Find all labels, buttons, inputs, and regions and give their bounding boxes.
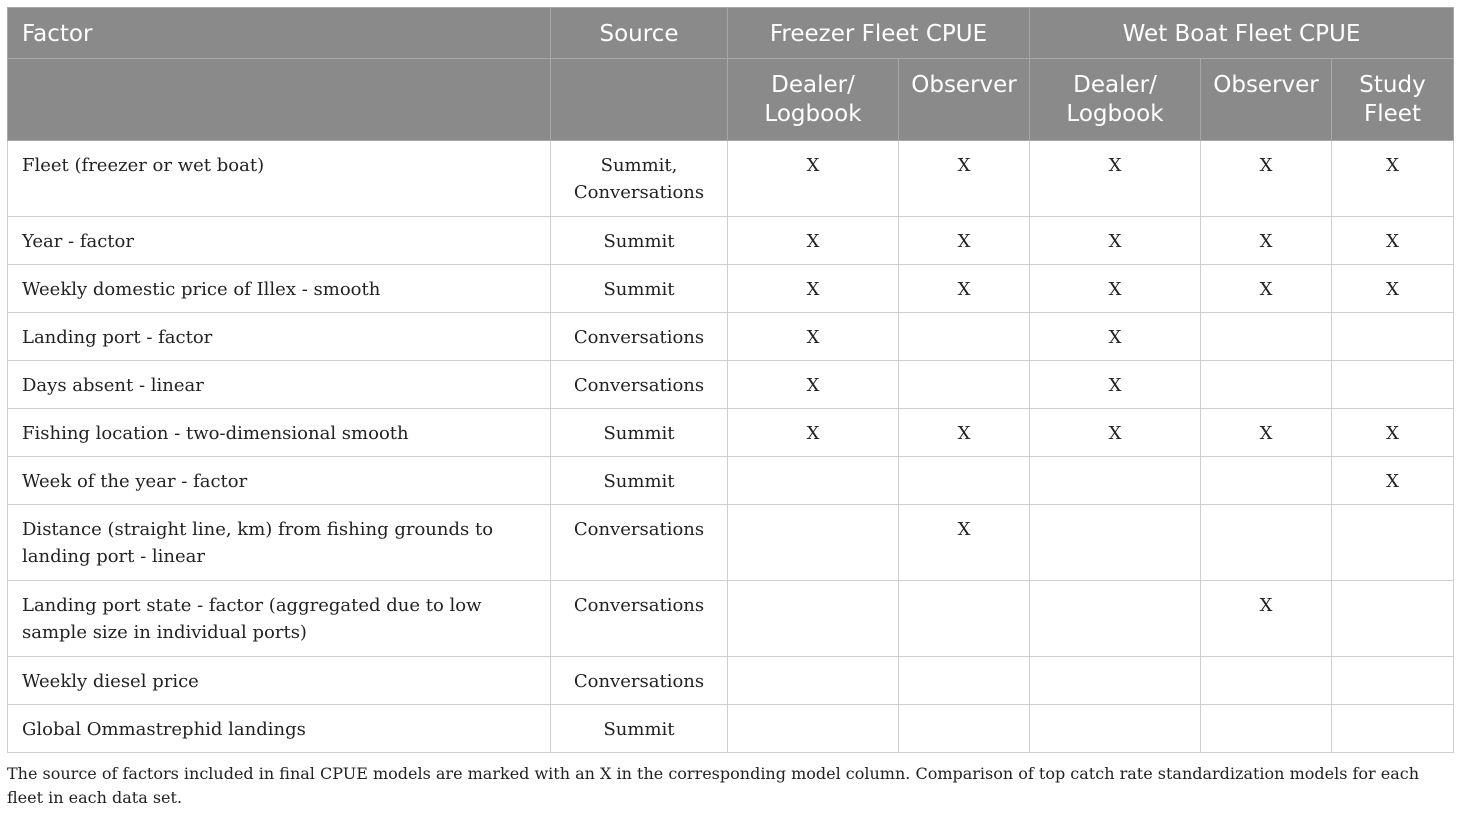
mark-cell xyxy=(1332,313,1454,361)
mark-cell xyxy=(1030,705,1201,753)
source-cell: Summit xyxy=(551,457,728,505)
mark-cell xyxy=(728,457,899,505)
header-empty-source xyxy=(551,59,728,141)
mark-cell xyxy=(899,705,1030,753)
mark-cell: X xyxy=(728,265,899,313)
mark-cell: X xyxy=(899,409,1030,457)
mark-cell: X xyxy=(1332,409,1454,457)
mark-cell xyxy=(1201,313,1332,361)
mark-cell xyxy=(1201,361,1332,409)
mark-cell xyxy=(1201,705,1332,753)
header-factor: Factor xyxy=(8,8,551,59)
mark-cell xyxy=(1030,457,1201,505)
mark-cell xyxy=(899,313,1030,361)
table-body xyxy=(8,141,1454,753)
header-wet-boat-fleet-cpue: Wet Boat Fleet CPUE xyxy=(1030,8,1454,59)
factor-cell: Days absent - linear xyxy=(8,361,551,409)
factor-cell: Landing port - factor xyxy=(8,313,551,361)
mark-cell: X xyxy=(1201,265,1332,313)
mark-cell xyxy=(899,581,1030,657)
mark-cell xyxy=(1332,361,1454,409)
subheader-wet-observer: Observer xyxy=(1201,59,1332,141)
source-cell: Summit, Conversations xyxy=(551,141,728,217)
table-caption: The source of factors included in final CPUE models are marked with an X in the corresponding model column. Comparison of top catch rate standardization models for each fleet in each data set. xyxy=(7,764,1420,807)
factor-cell: Weekly diesel price xyxy=(8,657,551,705)
header-source: Source xyxy=(551,8,728,59)
mark-cell: X xyxy=(899,141,1030,217)
factor-cell: Week of the year - factor xyxy=(8,457,551,505)
mark-cell: X xyxy=(1332,457,1454,505)
mark-cell xyxy=(899,361,1030,409)
mark-cell: X xyxy=(1201,141,1332,217)
mark-cell: X xyxy=(899,217,1030,265)
source-cell: Summit xyxy=(551,705,728,753)
table-row xyxy=(8,265,1454,313)
source-cell: Summit xyxy=(551,217,728,265)
mark-cell: X xyxy=(1030,265,1201,313)
mark-cell: X xyxy=(1332,217,1454,265)
header-empty-factor xyxy=(8,59,551,141)
mark-cell: X xyxy=(728,409,899,457)
source-cell: Conversations xyxy=(551,313,728,361)
source-cell: Conversations xyxy=(551,361,728,409)
table-row xyxy=(8,141,1454,217)
factor-cell: Weekly domestic price of Illex - smooth xyxy=(8,265,551,313)
mark-cell: X xyxy=(1030,217,1201,265)
mark-cell xyxy=(1030,657,1201,705)
table-row xyxy=(8,409,1454,457)
table-row xyxy=(8,705,1454,753)
mark-cell: X xyxy=(1201,581,1332,657)
cpue-factors-table xyxy=(7,7,1454,753)
mark-cell xyxy=(1030,505,1201,581)
source-cell: Conversations xyxy=(551,657,728,705)
mark-cell xyxy=(728,705,899,753)
mark-cell: X xyxy=(728,141,899,217)
factor-cell: Year - factor xyxy=(8,217,551,265)
mark-cell: X xyxy=(1030,409,1201,457)
mark-cell: X xyxy=(899,505,1030,581)
table-row xyxy=(8,657,1454,705)
mark-cell: X xyxy=(1030,313,1201,361)
table-row xyxy=(8,505,1454,581)
mark-cell xyxy=(728,505,899,581)
mark-cell: X xyxy=(899,265,1030,313)
table-header xyxy=(8,8,1454,141)
header-freezer-fleet-cpue: Freezer Fleet CPUE xyxy=(728,8,1030,59)
mark-cell xyxy=(728,581,899,657)
table-row xyxy=(8,581,1454,657)
mark-cell: X xyxy=(1332,141,1454,217)
source-cell: Summit xyxy=(551,265,728,313)
source-cell: Conversations xyxy=(551,581,728,657)
subheader-wet-study-fleet: Study Fleet xyxy=(1332,59,1454,141)
source-cell: Conversations xyxy=(551,505,728,581)
table-row xyxy=(8,217,1454,265)
source-cell: Summit xyxy=(551,409,728,457)
factor-cell: Fleet (freezer or wet boat) xyxy=(8,141,551,217)
mark-cell: X xyxy=(728,361,899,409)
table-row xyxy=(8,313,1454,361)
mark-cell xyxy=(1332,505,1454,581)
factor-cell: Distance (straight line, km) from fishing grounds to landing port - linear xyxy=(8,505,551,581)
mark-cell: X xyxy=(728,313,899,361)
mark-cell xyxy=(899,457,1030,505)
mark-cell: X xyxy=(1201,409,1332,457)
subheader-freezer-dealer-logbook: Dealer/ Logbook xyxy=(728,59,899,141)
mark-cell xyxy=(899,657,1030,705)
mark-cell: X xyxy=(1201,217,1332,265)
factor-cell: Global Ommastrephid landings xyxy=(8,705,551,753)
mark-cell: X xyxy=(728,217,899,265)
mark-cell xyxy=(1201,657,1332,705)
mark-cell xyxy=(1201,505,1332,581)
factor-cell: Fishing location - two-dimensional smooth xyxy=(8,409,551,457)
mark-cell xyxy=(1332,657,1454,705)
mark-cell: X xyxy=(1030,141,1201,217)
mark-cell xyxy=(1332,705,1454,753)
table-row xyxy=(8,361,1454,409)
factor-cell: Landing port state - factor (aggregated due to low sample size in individual ports) xyxy=(8,581,551,657)
subheader-wet-dealer-logbook: Dealer/ Logbook xyxy=(1030,59,1201,141)
mark-cell xyxy=(728,657,899,705)
mark-cell xyxy=(1332,581,1454,657)
mark-cell xyxy=(1201,457,1332,505)
mark-cell xyxy=(1030,581,1201,657)
mark-cell: X xyxy=(1332,265,1454,313)
subheader-freezer-observer: Observer xyxy=(899,59,1030,141)
mark-cell: X xyxy=(1030,361,1201,409)
table-row xyxy=(8,457,1454,505)
